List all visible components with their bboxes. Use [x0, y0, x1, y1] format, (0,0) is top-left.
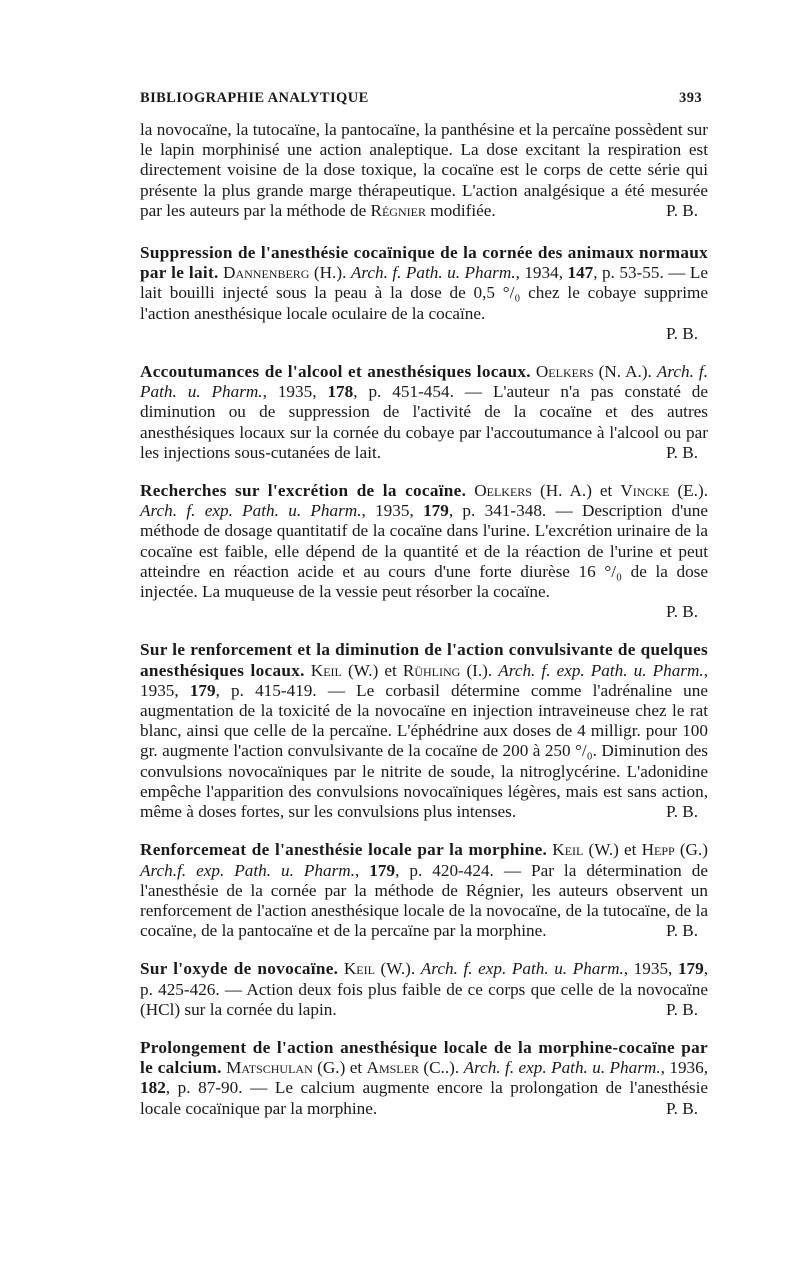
entry-volume: 179	[677, 959, 704, 979]
entry-author-2-initials: (E.).	[669, 481, 708, 501]
entry-pages: , p. 451-454. —	[353, 382, 493, 402]
entry-volume: 179	[189, 680, 216, 700]
entry-year: , 1936,	[660, 1058, 709, 1078]
entry-author-initials: (W.) et	[583, 840, 642, 860]
bibliography-entry	[140, 640, 708, 822]
entry-journal: Arch. f. exp. Path. u. Pharm.	[498, 660, 704, 680]
entry-abstract: Par la détermination de l'anesthésie de la cornée par la méthode de Régnier, les auteurs observent un renforcement de l'action anesthésique locale de la novocaïne, de la tutocaïne, de la cocaïne, de la pantocaïne et de la percaïne par la morphine.	[140, 860, 708, 941]
entry-author-initials: (G.) et	[312, 1058, 367, 1078]
entry-volume: 179	[369, 860, 396, 880]
entry-journal: Arch. f. Path. u. Pharm.	[350, 263, 516, 283]
entry-abstract: Le calcium augmente encore la prolongation de l'anesthésie locale cocaïnique par la morphine.	[140, 1078, 708, 1118]
entry-author: Oelkers	[535, 362, 594, 382]
entry-title: Accoutumances de l'alcool et anesthésiques locaux.	[140, 362, 531, 382]
entry-year: , 1935,	[262, 382, 328, 402]
running-title: BIBLIOGRAPHIE ANALYTIQUE	[140, 90, 369, 106]
signature: P. B.	[665, 602, 698, 622]
entry-volume: 182	[140, 1078, 166, 1098]
entry-author: Keil	[343, 959, 375, 979]
bibliography-entry	[140, 840, 708, 941]
entry-volume: 178	[327, 382, 354, 402]
bibliography-entry	[140, 959, 708, 1020]
entry-author-2: Rühling	[402, 660, 461, 680]
signature: P. B.	[665, 442, 698, 462]
entry-title: Prolongement de l'action anesthésique locale de la morphine-cocaïne par le calcium.	[140, 1037, 708, 1078]
entry-pages: , p. 425-426. —	[140, 959, 709, 999]
entry-pages: , p. 341-348. —	[448, 501, 582, 521]
signature: P. B.	[665, 999, 698, 1019]
entry-abstract: L'auteur n'a pas constaté de diminution ou de suppression de l'activité de la cocaïne et des autres anesthésiques locaux sur la cornée du cobaye par l'accoutumance à l'alcool ou par les injections sous-cutanées de lait.	[140, 382, 708, 462]
entry-title: Sur le renforcement et la diminution de l'action convulsivante de quelques anesthésiques locaux.	[140, 640, 708, 680]
entry-year: , 1935,	[361, 501, 424, 521]
entry-year: ,	[355, 860, 370, 880]
bibliography-entry	[140, 243, 708, 344]
entry-abstract: Description d'une méthode de dosage quantitatif de la cocaïne dans l'urine. L'excrétion urinaire de la cocaïne est faible, elle dépend de la quantité et de la réaction de l'urine et peut atteindre en réaction acide et au cours d'une forte diurèse 16 °/₀ de la dose injectée. La muqueuse de la vessie peut résorber la cocaïne.	[140, 501, 708, 602]
bibliography-entry	[140, 481, 708, 622]
signature: P. B.	[665, 921, 698, 941]
entry-journal: Arch. f. Path. u. Pharm.	[140, 362, 708, 402]
page-number: 393	[679, 90, 702, 106]
continued-abstract	[140, 120, 708, 221]
entry-author-2-initials: (I.).	[460, 660, 499, 680]
entry-volume: 179	[423, 501, 449, 521]
signature: P. B.	[665, 802, 698, 822]
author-name: Régnier	[370, 200, 426, 220]
running-header	[140, 90, 702, 107]
signature: P. B.	[665, 1098, 698, 1118]
abstract-text-end: modifiée.	[425, 200, 496, 220]
entry-pages: , p. 420-424. —	[395, 860, 532, 880]
signature: P. B.	[665, 200, 698, 220]
entry-pages: , p. 415-419. —	[215, 680, 357, 700]
entry-author: Keil	[552, 840, 584, 860]
entry-abstract: Action deux fois plus faible de ce corps que celle de la novocaïne (HCl) sur la cornée du lapin.	[140, 979, 708, 1019]
entry-author-initials: (W.).	[374, 959, 421, 979]
entry-title: Sur l'oxyde de novocaïne.	[140, 959, 339, 979]
entry-author: Oelkers	[474, 481, 532, 501]
entry-year: , 1935,	[140, 660, 708, 700]
entry-journal: Arch. f. exp. Path. u. Pharm.	[140, 501, 362, 521]
entry-author-initials: (H. A.) et	[531, 481, 621, 501]
entry-year: , 1934,	[515, 263, 568, 283]
entry-author-2-initials: (G.)	[674, 840, 708, 860]
entry-title: Renforcemeat de l'anesthésie locale par la morphine.	[140, 840, 548, 860]
page-body	[140, 120, 708, 1137]
entry-abstract: Le corbasil détermine comme l'adrénaline une augmentation de la toxicité de la novocaïne en injection intraveineuse chez le rat blanc, ainsi que celle de la percaïne. L'éphédrine aux doses de 4 milligr. pour 100 gr. augmente l'action convulsivante de la cocaïne de 200 à 250 °/₀. Diminution des convulsions novocaïniques par le nitrite de soude, la nitroglycérine. L'adonidine empêche l'apparition des convulsions novocaïniques légères, mais est sans action, même à doses fortes, sur les convulsions plus intenses.	[140, 680, 708, 822]
entry-title: Recherches sur l'excrétion de la cocaïne.	[140, 481, 467, 501]
entry-pages: , p. 87-90. —	[165, 1078, 275, 1098]
entry-author-initials: (H.).	[309, 263, 351, 283]
signature: P. B.	[665, 323, 698, 343]
bibliography-entry	[140, 1038, 708, 1119]
entry-volume: 147	[567, 263, 594, 283]
abstract-text: la novocaïne, la tutocaïne, la pantocaïne, la panthésine et la percaïne possèdent sur le lapin morphinisé une action analeptique. La dose excitant la respiration est directement voisine de la dose toxique, la cocaïne est le corps de cette série qui présente la plus grande marge thérapeutique. L'action analgésique a été mesurée par les auteurs par la méthode de	[140, 120, 708, 220]
entry-author: Matschulan	[226, 1058, 313, 1078]
bibliography-entry	[140, 362, 708, 463]
entry-author-2: Amsler	[366, 1058, 419, 1078]
entry-author: Keil	[310, 660, 342, 680]
entry-journal: Arch. f. exp. Path. u. Pharm.	[420, 959, 624, 979]
entry-journal: Arch. f. exp. Path. u. Pharm.	[463, 1058, 661, 1078]
entry-author-2-initials: (C..).	[418, 1058, 464, 1078]
entry-title: Suppression de l'anesthésie cocaïnique de la cornée des animaux normaux par le lait.	[140, 243, 708, 283]
entry-journal: Arch.f. exp. Path. u. Pharm.	[140, 860, 355, 880]
entry-pages: , p. 53-55. —	[593, 263, 690, 283]
entry-author-initials: (W.) et	[341, 660, 403, 680]
entry-year: , 1935,	[623, 959, 678, 979]
entry-author: Dannenberg	[223, 263, 310, 283]
entry-author-2: Vincke	[620, 481, 670, 501]
entry-author-initials: (N. A.).	[593, 362, 657, 382]
entry-abstract: Le lait bouilli injecté sous la peau à la dose de 0,5 °/₀ chez le cobaye supprime l'action anesthésique locale oculaire de la cocaïne.	[140, 263, 709, 323]
entry-author-2: Hepp	[641, 840, 675, 860]
